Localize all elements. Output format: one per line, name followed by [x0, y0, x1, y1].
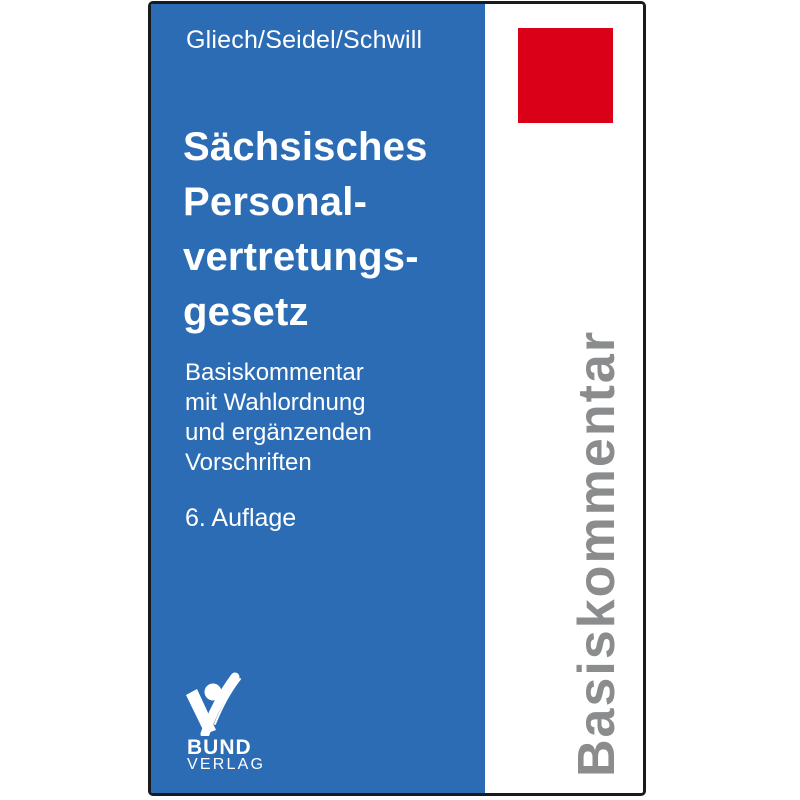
book-title-line-2: Personal-	[183, 180, 368, 224]
red-square-series-mark	[518, 28, 613, 123]
bund-verlag-checkmark-person-icon	[184, 672, 274, 736]
subtitle-line-2: mit Wahlordnung	[185, 389, 366, 416]
book-title-line-4: gesetz	[183, 290, 309, 334]
bund-verlag-logo	[184, 672, 274, 772]
publisher-name-bund: BUND	[187, 736, 252, 759]
subtitle-line-1: Basiskommentar	[185, 359, 364, 386]
cover-card	[148, 1, 646, 796]
subtitle-line-3: und ergänzenden	[185, 419, 372, 446]
edition-label: 6. Auflage	[185, 504, 297, 532]
authors-line: Gliech/Seidel/Schwill	[186, 26, 423, 54]
publisher-name-verlag: VERLAG	[187, 756, 266, 773]
book-title	[183, 120, 428, 340]
front-cover-panel	[151, 4, 485, 793]
book-subtitle	[185, 358, 372, 478]
spine-series-label: Basiskommentar	[568, 329, 626, 777]
book-title-line-1: Sächsisches	[183, 125, 428, 169]
subtitle-line-4: Vorschriften	[185, 449, 312, 476]
book-title-line-3: vertretungs-	[183, 235, 419, 279]
